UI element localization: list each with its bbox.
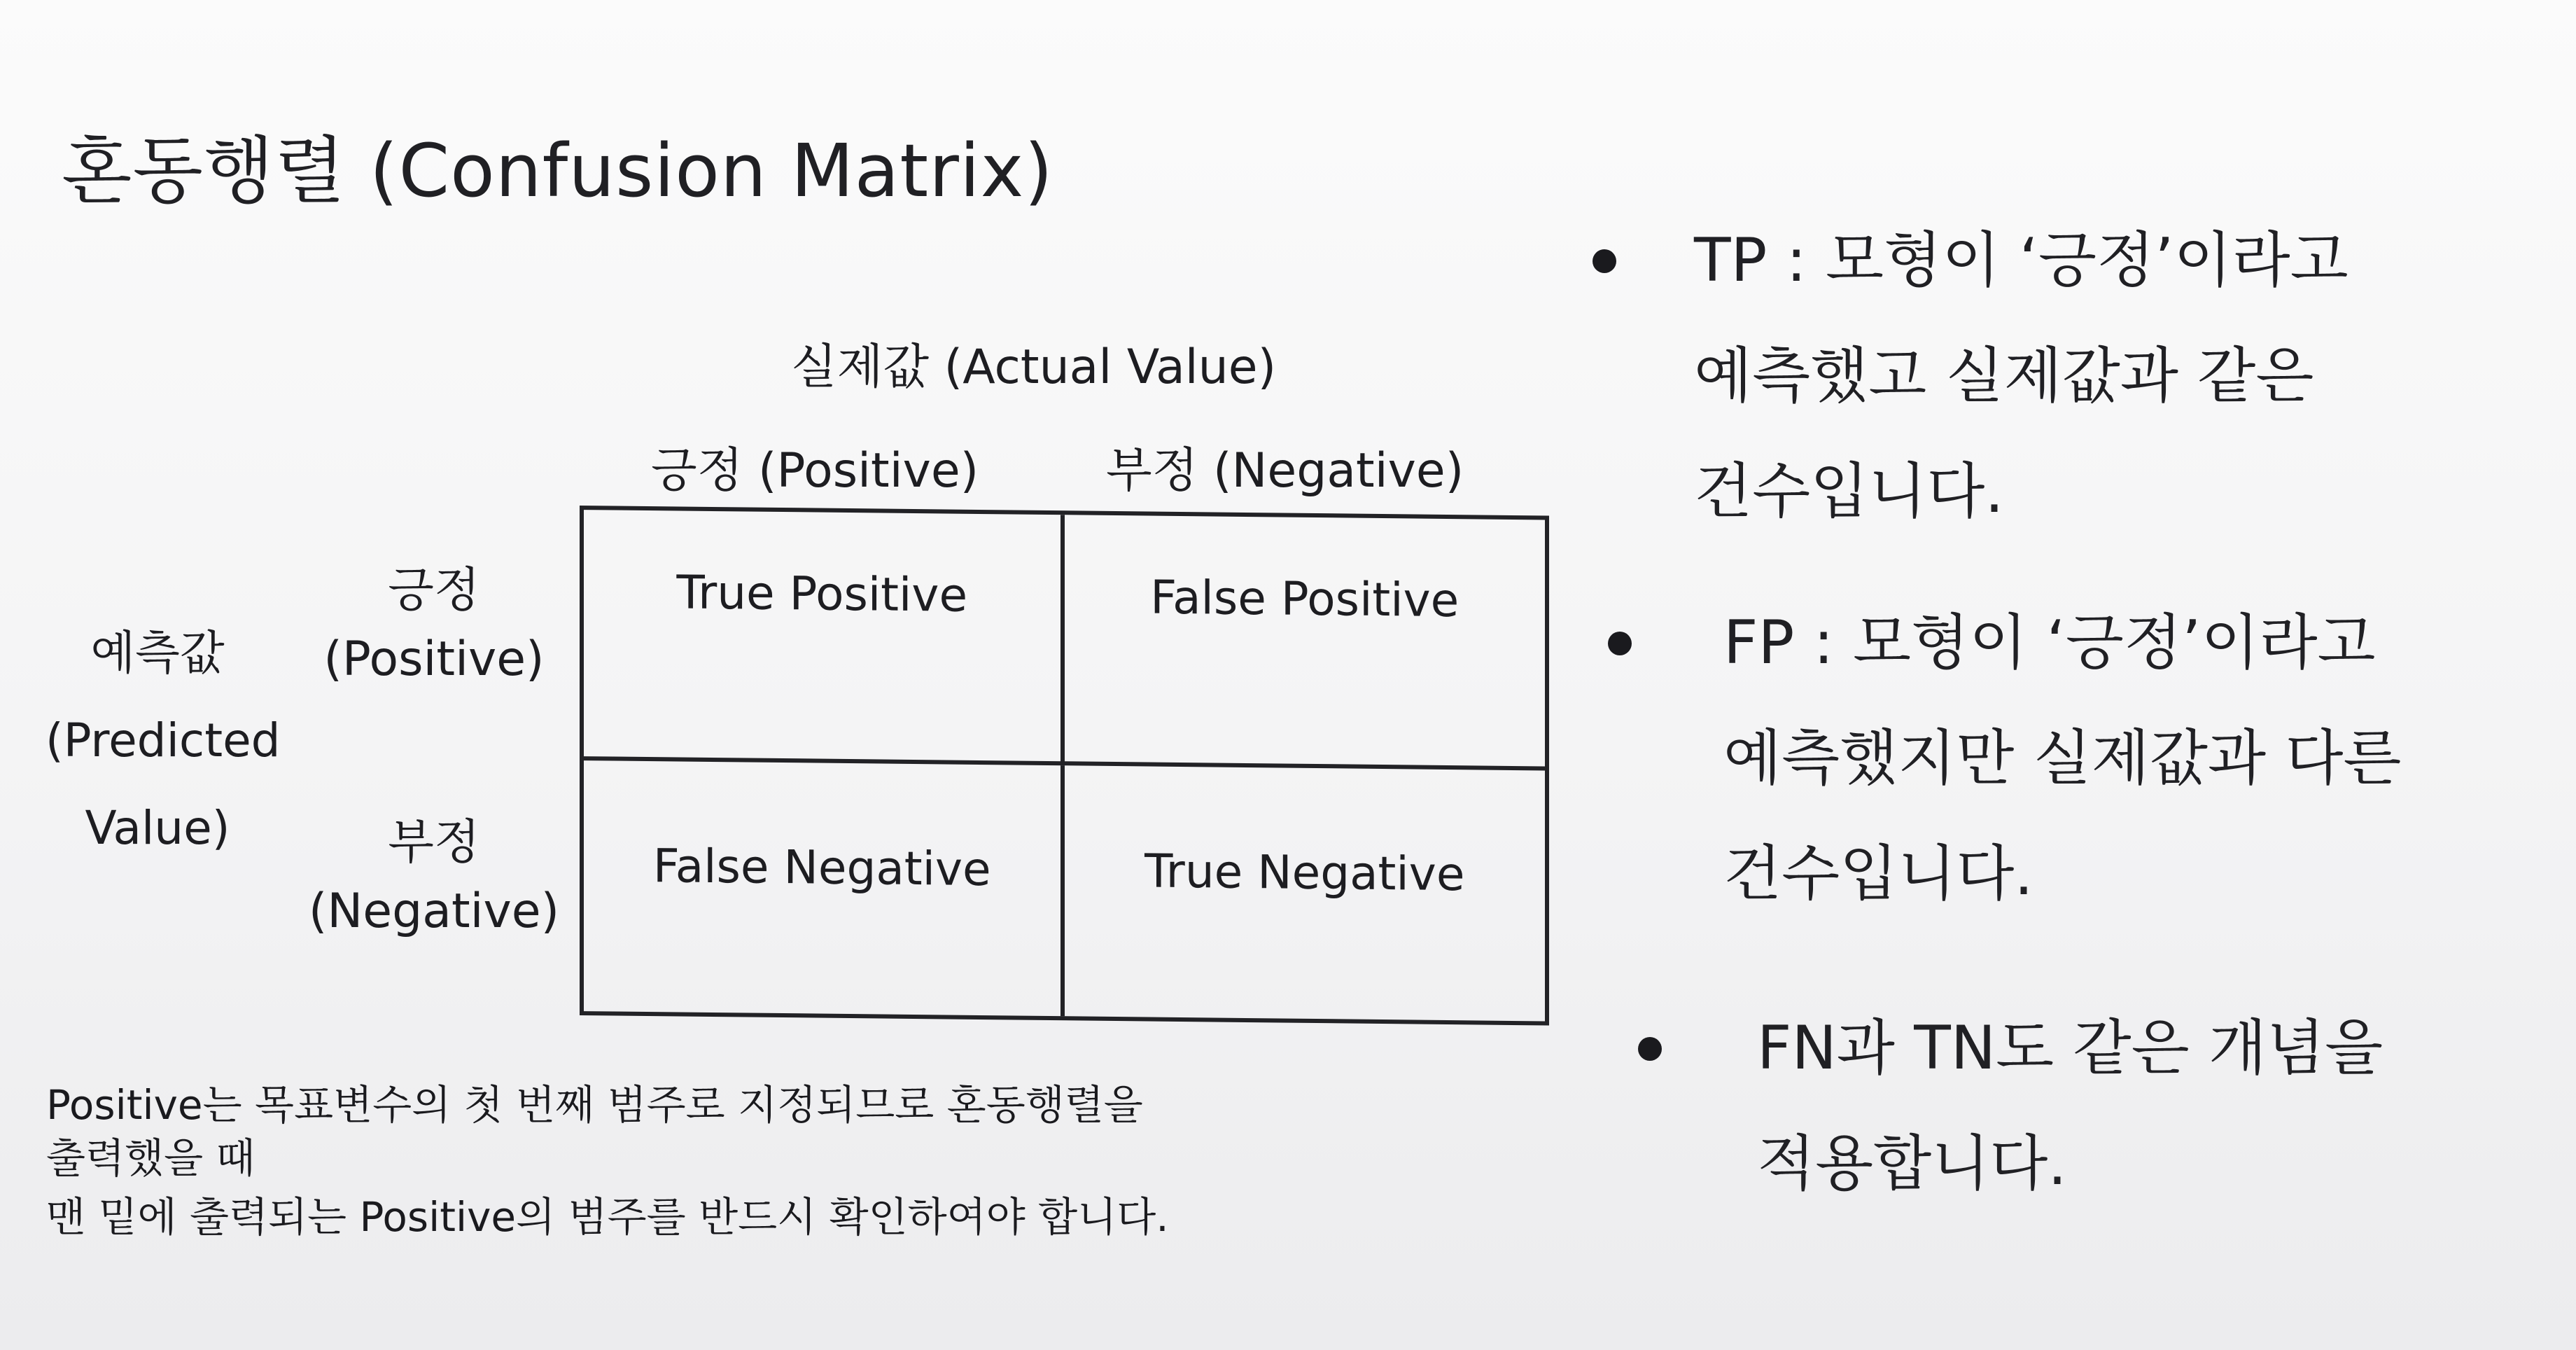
cell-true-positive: True Positive [584,510,1065,765]
bullet-dot-icon [1608,632,1632,655]
bullet-line: TP : 모형이 ‘긍정’이라고 [1694,225,2348,295]
predicted-label-line: Value) [85,801,230,855]
bullet-line: 적용합니다. [1757,1129,2067,1199]
predicted-positive-header [308,557,560,694]
bullet-line: 건수입니다. [1694,457,2004,527]
bullet-line: FP : 모형이 ‘긍정’이라고 [1723,608,2376,678]
bullet-tp [1694,203,2348,550]
bullet-dot-icon [1638,1037,1662,1061]
row-header-line: (Negative) [308,884,560,939]
predicted-label-line: (Predicted [46,714,281,767]
row-header-line: 부정 [388,815,480,870]
actual-negative-header: 부정 (Negative) [1106,443,1464,499]
predicted-value-label [46,609,281,872]
predicted-label-line: 예측값 [90,626,225,680]
note-line: Positive는 목표변수의 첫 번째 범주로 지정되므로 혼동행렬을 [46,1081,1143,1129]
cell-false-negative: False Negative [584,760,1065,1016]
predicted-negative-header [308,809,560,946]
row-header-line: (Positive) [323,632,545,687]
note-line: 출력했을 때 [46,1134,255,1182]
bullet-fp [1723,585,2402,932]
bullet-fn-tn [1757,991,2383,1222]
cell-false-positive: False Positive [1065,515,1546,770]
cell-true-negative: True Negative [1144,843,1465,901]
bullet-line: 예측했지만 실제값과 다른 [1723,723,2402,793]
bullet-dot-icon [1592,249,1616,273]
page-title: 혼동행렬 (Confusion Matrix) [62,127,1054,214]
bullet-line: FN과 TN도 같은 개념을 [1757,1013,2384,1083]
actual-value-label: 실제값 (Actual Value) [791,340,1277,395]
note-line: 맨 밑에 출력되는 Positive의 범주를 반드시 확인하여야 합니다. [46,1193,1169,1241]
row-header-line: 긍정 [388,563,480,618]
positive-category-note [46,1078,1551,1244]
actual-positive-header: 긍정 (Positive) [651,443,979,499]
confusion-matrix-table [580,506,1549,1026]
bullet-line: 예측했고 실제값과 같은 [1694,341,2314,411]
bullet-line: 건수입니다. [1723,839,2033,909]
